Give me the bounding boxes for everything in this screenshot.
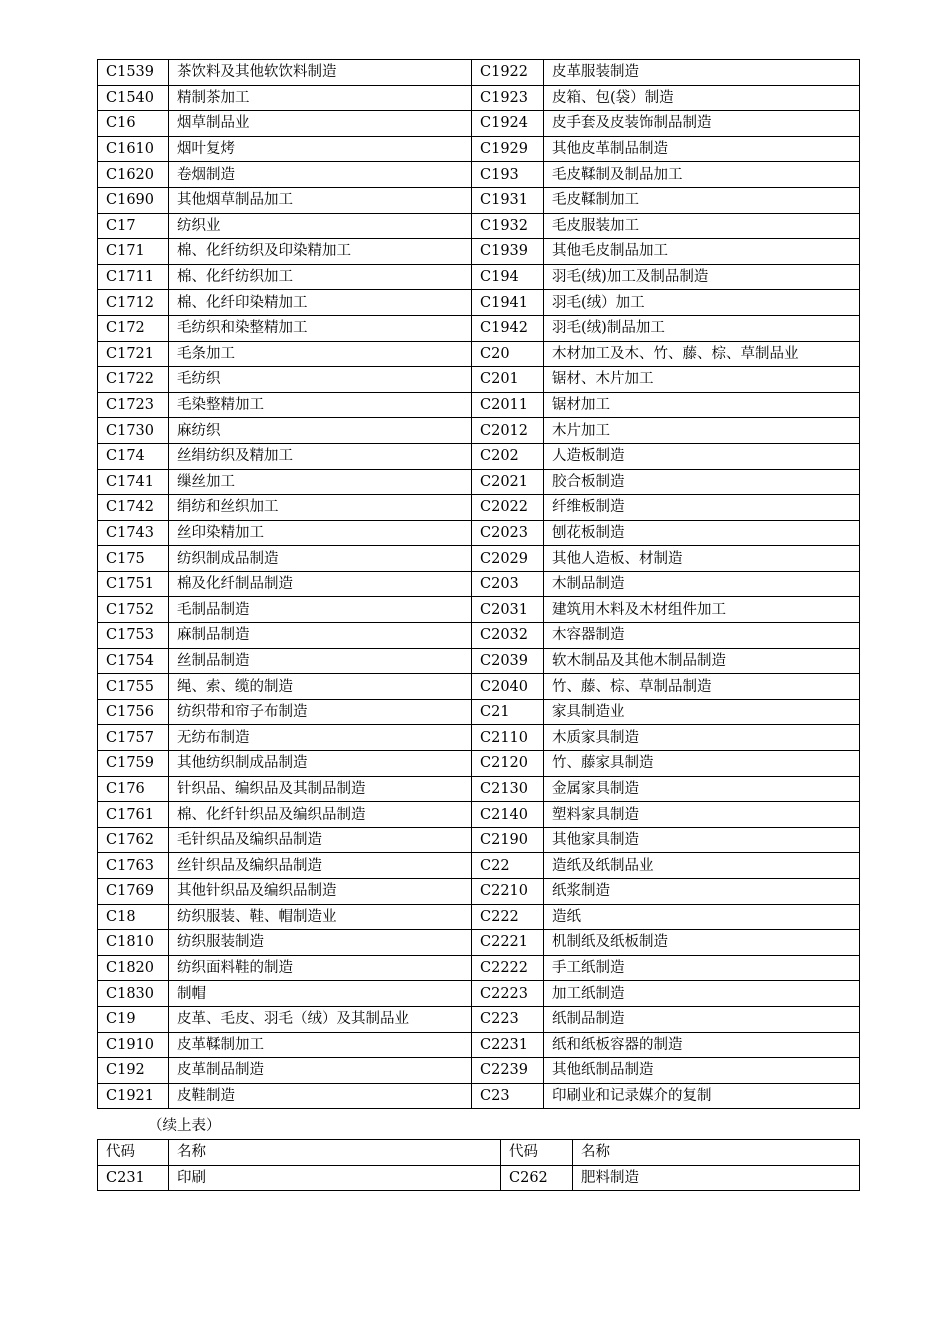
name-cell: 棉及化纤制品制造 bbox=[169, 571, 472, 597]
name-cell: 木片加工 bbox=[544, 418, 860, 444]
code-cell: C2023 bbox=[472, 520, 544, 546]
name-cell: 其他纸制品制造 bbox=[544, 1058, 860, 1084]
table-row bbox=[98, 623, 860, 649]
code-cell: C2031 bbox=[472, 597, 544, 623]
code-cell: C2040 bbox=[472, 674, 544, 700]
name-cell: 纤维板制造 bbox=[544, 495, 860, 521]
name-cell: 人造板制造 bbox=[544, 443, 860, 469]
code-cell: C2190 bbox=[472, 827, 544, 853]
code-cell: C1742 bbox=[98, 495, 169, 521]
name-cell: 卷烟制造 bbox=[169, 162, 472, 188]
code-cell: C1830 bbox=[98, 981, 169, 1007]
name-cell: 毛针织品及编织品制造 bbox=[169, 827, 472, 853]
code-cell: C2032 bbox=[472, 623, 544, 649]
code-header: 代码 bbox=[501, 1140, 573, 1166]
code-cell: C2140 bbox=[472, 802, 544, 828]
code-cell: C174 bbox=[98, 443, 169, 469]
table-row bbox=[98, 264, 860, 290]
code-cell: C20 bbox=[472, 341, 544, 367]
code-cell: C1712 bbox=[98, 290, 169, 316]
code-cell: C21 bbox=[472, 699, 544, 725]
table-row bbox=[98, 239, 860, 265]
name-cell: 毛纺织和染整精加工 bbox=[169, 315, 472, 341]
name-cell: 纺织服装、鞋、帽制造业 bbox=[169, 904, 472, 930]
table-row bbox=[98, 597, 860, 623]
name-cell: 建筑用木料及木材组件加工 bbox=[544, 597, 860, 623]
name-cell: 纸制品制造 bbox=[544, 1006, 860, 1032]
code-cell: C16 bbox=[98, 111, 169, 137]
name-cell: 制帽 bbox=[169, 981, 472, 1007]
code-cell: C2021 bbox=[472, 469, 544, 495]
code-cell: C17 bbox=[98, 213, 169, 239]
code-cell: C2012 bbox=[472, 418, 544, 444]
code-header: 代码 bbox=[98, 1140, 169, 1166]
name-cell: 其他皮革制品制造 bbox=[544, 136, 860, 162]
name-cell: 木制品制造 bbox=[544, 571, 860, 597]
name-cell: 其他纺织制成品制造 bbox=[169, 751, 472, 777]
industry-code-table bbox=[97, 59, 860, 1109]
name-cell: 皮革服装制造 bbox=[544, 60, 860, 86]
code-cell: C2223 bbox=[472, 981, 544, 1007]
name-cell: 棉、化纤纺织及印染精加工 bbox=[169, 239, 472, 265]
code-cell: C1762 bbox=[98, 827, 169, 853]
continuation-table bbox=[97, 1139, 860, 1191]
code-cell: C1610 bbox=[98, 136, 169, 162]
table-row bbox=[98, 367, 860, 393]
code-cell: C1942 bbox=[472, 315, 544, 341]
code-cell: C2221 bbox=[472, 930, 544, 956]
table-row bbox=[98, 546, 860, 572]
name-cell: 纺织业 bbox=[169, 213, 472, 239]
code-cell: C1751 bbox=[98, 571, 169, 597]
name-cell: 印刷业和记录媒介的复制 bbox=[544, 1083, 860, 1109]
name-cell: 纸和纸板容器的制造 bbox=[544, 1032, 860, 1058]
name-cell: 绢纺和丝织加工 bbox=[169, 495, 472, 521]
name-cell: 丝制品制造 bbox=[169, 648, 472, 674]
code-cell: C2239 bbox=[472, 1058, 544, 1084]
code-cell: C1620 bbox=[98, 162, 169, 188]
name-cell: 皮革、毛皮、羽毛（绒）及其制品业 bbox=[169, 1006, 472, 1032]
code-cell: C1752 bbox=[98, 597, 169, 623]
name-cell: 造纸及纸制品业 bbox=[544, 853, 860, 879]
code-cell: C22 bbox=[472, 853, 544, 879]
name-cell: 其他人造板、材制造 bbox=[544, 546, 860, 572]
code-cell: C1941 bbox=[472, 290, 544, 316]
name-cell: 印刷 bbox=[169, 1165, 501, 1191]
name-cell: 锯材、木片加工 bbox=[544, 367, 860, 393]
name-cell: 毛染整精加工 bbox=[169, 392, 472, 418]
name-cell: 加工纸制造 bbox=[544, 981, 860, 1007]
name-cell: 毛制品制造 bbox=[169, 597, 472, 623]
table-row bbox=[98, 776, 860, 802]
table-row bbox=[98, 725, 860, 751]
table-row bbox=[98, 1006, 860, 1032]
table-row bbox=[98, 674, 860, 700]
code-cell: C2039 bbox=[472, 648, 544, 674]
code-cell: C1741 bbox=[98, 469, 169, 495]
table-row bbox=[98, 1165, 860, 1191]
name-cell: 纺织制成品制造 bbox=[169, 546, 472, 572]
name-cell: 针织品、编织品及其制品制造 bbox=[169, 776, 472, 802]
name-cell: 麻制品制造 bbox=[169, 623, 472, 649]
name-cell: 金属家具制造 bbox=[544, 776, 860, 802]
name-cell: 毛皮鞣制加工 bbox=[544, 187, 860, 213]
code-cell: C1763 bbox=[98, 853, 169, 879]
name-header: 名称 bbox=[573, 1140, 860, 1166]
table-row bbox=[98, 111, 860, 137]
code-cell: C2110 bbox=[472, 725, 544, 751]
table-row bbox=[98, 469, 860, 495]
name-cell: 木材加工及木、竹、藤、棕、草制品业 bbox=[544, 341, 860, 367]
table-row bbox=[98, 341, 860, 367]
code-cell: C1810 bbox=[98, 930, 169, 956]
code-cell: C1820 bbox=[98, 955, 169, 981]
table-row bbox=[98, 571, 860, 597]
code-cell: C201 bbox=[472, 367, 544, 393]
code-cell: C1761 bbox=[98, 802, 169, 828]
name-cell: 刨花板制造 bbox=[544, 520, 860, 546]
code-cell: C1924 bbox=[472, 111, 544, 137]
code-cell: C1690 bbox=[98, 187, 169, 213]
code-cell: C1932 bbox=[472, 213, 544, 239]
table-row bbox=[98, 315, 860, 341]
code-cell: C1756 bbox=[98, 699, 169, 725]
code-cell: C1723 bbox=[98, 392, 169, 418]
code-cell: C1539 bbox=[98, 60, 169, 86]
code-cell: C194 bbox=[472, 264, 544, 290]
table-row bbox=[98, 418, 860, 444]
name-cell: 绳、索、缆的制造 bbox=[169, 674, 472, 700]
name-cell: 皮鞋制造 bbox=[169, 1083, 472, 1109]
code-cell: C192 bbox=[98, 1058, 169, 1084]
table-row bbox=[98, 955, 860, 981]
name-cell: 羽毛(绒)加工及制品制造 bbox=[544, 264, 860, 290]
name-cell: 家具制造业 bbox=[544, 699, 860, 725]
name-cell: 其他烟草制品加工 bbox=[169, 187, 472, 213]
industry-code-table-body bbox=[98, 60, 860, 1109]
name-cell: 木质家具制造 bbox=[544, 725, 860, 751]
code-cell: C176 bbox=[98, 776, 169, 802]
code-cell: C1759 bbox=[98, 751, 169, 777]
code-cell: C175 bbox=[98, 546, 169, 572]
table-row bbox=[98, 136, 860, 162]
code-cell: C262 bbox=[501, 1165, 573, 1191]
code-cell: C231 bbox=[98, 1165, 169, 1191]
table-row bbox=[98, 879, 860, 905]
code-cell: C1922 bbox=[472, 60, 544, 86]
name-cell: 缫丝加工 bbox=[169, 469, 472, 495]
name-cell: 皮革制品制造 bbox=[169, 1058, 472, 1084]
code-cell: C1939 bbox=[472, 239, 544, 265]
name-cell: 锯材加工 bbox=[544, 392, 860, 418]
code-cell: C1540 bbox=[98, 85, 169, 111]
name-header: 名称 bbox=[169, 1140, 501, 1166]
table-row bbox=[98, 699, 860, 725]
code-cell: C1929 bbox=[472, 136, 544, 162]
code-cell: C1769 bbox=[98, 879, 169, 905]
code-cell: C2231 bbox=[472, 1032, 544, 1058]
name-cell: 精制茶加工 bbox=[169, 85, 472, 111]
table-row bbox=[98, 162, 860, 188]
code-cell: C1721 bbox=[98, 341, 169, 367]
code-cell: C223 bbox=[472, 1006, 544, 1032]
code-cell: C2120 bbox=[472, 751, 544, 777]
name-cell: 棉、化纤印染精加工 bbox=[169, 290, 472, 316]
name-cell: 木容器制造 bbox=[544, 623, 860, 649]
code-cell: C222 bbox=[472, 904, 544, 930]
code-cell: C1753 bbox=[98, 623, 169, 649]
code-cell: C203 bbox=[472, 571, 544, 597]
table-row bbox=[98, 648, 860, 674]
code-cell: C23 bbox=[472, 1083, 544, 1109]
name-cell: 麻纺织 bbox=[169, 418, 472, 444]
name-cell: 其他家具制造 bbox=[544, 827, 860, 853]
name-cell: 竹、藤家具制造 bbox=[544, 751, 860, 777]
code-cell: C1931 bbox=[472, 187, 544, 213]
name-cell: 毛皮服装加工 bbox=[544, 213, 860, 239]
code-cell: C193 bbox=[472, 162, 544, 188]
table-row bbox=[98, 1058, 860, 1084]
continuation-label: （续上表） bbox=[148, 1118, 221, 1134]
code-cell: C1755 bbox=[98, 674, 169, 700]
table-row bbox=[98, 904, 860, 930]
code-cell: C1757 bbox=[98, 725, 169, 751]
code-cell: C1730 bbox=[98, 418, 169, 444]
code-cell: C18 bbox=[98, 904, 169, 930]
name-cell: 肥料制造 bbox=[573, 1165, 860, 1191]
code-cell: C1722 bbox=[98, 367, 169, 393]
code-cell: C1711 bbox=[98, 264, 169, 290]
code-cell: C172 bbox=[98, 315, 169, 341]
code-cell: C2210 bbox=[472, 879, 544, 905]
table-row bbox=[98, 930, 860, 956]
table-row bbox=[98, 187, 860, 213]
code-cell: C1910 bbox=[98, 1032, 169, 1058]
name-cell: 丝印染精加工 bbox=[169, 520, 472, 546]
name-cell: 纺织带和帘子布制造 bbox=[169, 699, 472, 725]
name-cell: 茶饮料及其他软饮料制造 bbox=[169, 60, 472, 86]
name-cell: 其他毛皮制品加工 bbox=[544, 239, 860, 265]
table-row bbox=[98, 520, 860, 546]
name-cell: 纺织面料鞋的制造 bbox=[169, 955, 472, 981]
name-cell: 皮革鞣制加工 bbox=[169, 1032, 472, 1058]
continuation-table-body bbox=[98, 1140, 860, 1191]
code-cell: C2011 bbox=[472, 392, 544, 418]
table-row bbox=[98, 85, 860, 111]
table-row bbox=[98, 802, 860, 828]
table-row bbox=[98, 392, 860, 418]
table-row bbox=[98, 1032, 860, 1058]
name-cell: 毛纺织 bbox=[169, 367, 472, 393]
name-cell: 塑料家具制造 bbox=[544, 802, 860, 828]
table-row bbox=[98, 290, 860, 316]
table-row bbox=[98, 443, 860, 469]
table-row bbox=[98, 60, 860, 86]
table-row bbox=[98, 751, 860, 777]
code-cell: C1754 bbox=[98, 648, 169, 674]
code-cell: C2029 bbox=[472, 546, 544, 572]
code-cell: C1921 bbox=[98, 1083, 169, 1109]
name-cell: 手工纸制造 bbox=[544, 955, 860, 981]
name-cell: 无纺布制造 bbox=[169, 725, 472, 751]
name-cell: 毛条加工 bbox=[169, 341, 472, 367]
name-cell: 羽毛(绒）加工 bbox=[544, 290, 860, 316]
table-row bbox=[98, 853, 860, 879]
name-cell: 毛皮鞣制及制品加工 bbox=[544, 162, 860, 188]
table-header-row bbox=[98, 1140, 860, 1166]
table-row bbox=[98, 213, 860, 239]
name-cell: 机制纸及纸板制造 bbox=[544, 930, 860, 956]
name-cell: 胶合板制造 bbox=[544, 469, 860, 495]
code-cell: C2130 bbox=[472, 776, 544, 802]
code-cell: C171 bbox=[98, 239, 169, 265]
table-row bbox=[98, 1083, 860, 1109]
code-cell: C19 bbox=[98, 1006, 169, 1032]
code-cell: C1743 bbox=[98, 520, 169, 546]
name-cell: 烟草制品业 bbox=[169, 111, 472, 137]
table-row bbox=[98, 495, 860, 521]
name-cell: 皮箱、包(袋）制造 bbox=[544, 85, 860, 111]
code-cell: C1923 bbox=[472, 85, 544, 111]
name-cell: 丝绢纺织及精加工 bbox=[169, 443, 472, 469]
name-cell: 棉、化纤针织品及编织品制造 bbox=[169, 802, 472, 828]
table-row bbox=[98, 827, 860, 853]
name-cell: 造纸 bbox=[544, 904, 860, 930]
name-cell: 丝针织品及编织品制造 bbox=[169, 853, 472, 879]
table-row bbox=[98, 981, 860, 1007]
name-cell: 软木制品及其他木制品制造 bbox=[544, 648, 860, 674]
code-cell: C2022 bbox=[472, 495, 544, 521]
name-cell: 羽毛(绒)制品加工 bbox=[544, 315, 860, 341]
name-cell: 烟叶复烤 bbox=[169, 136, 472, 162]
name-cell: 其他针织品及编织品制造 bbox=[169, 879, 472, 905]
name-cell: 棉、化纤纺织加工 bbox=[169, 264, 472, 290]
name-cell: 纸浆制造 bbox=[544, 879, 860, 905]
name-cell: 皮手套及皮装饰制品制造 bbox=[544, 111, 860, 137]
code-cell: C202 bbox=[472, 443, 544, 469]
name-cell: 竹、藤、棕、草制品制造 bbox=[544, 674, 860, 700]
name-cell: 纺织服装制造 bbox=[169, 930, 472, 956]
code-cell: C2222 bbox=[472, 955, 544, 981]
